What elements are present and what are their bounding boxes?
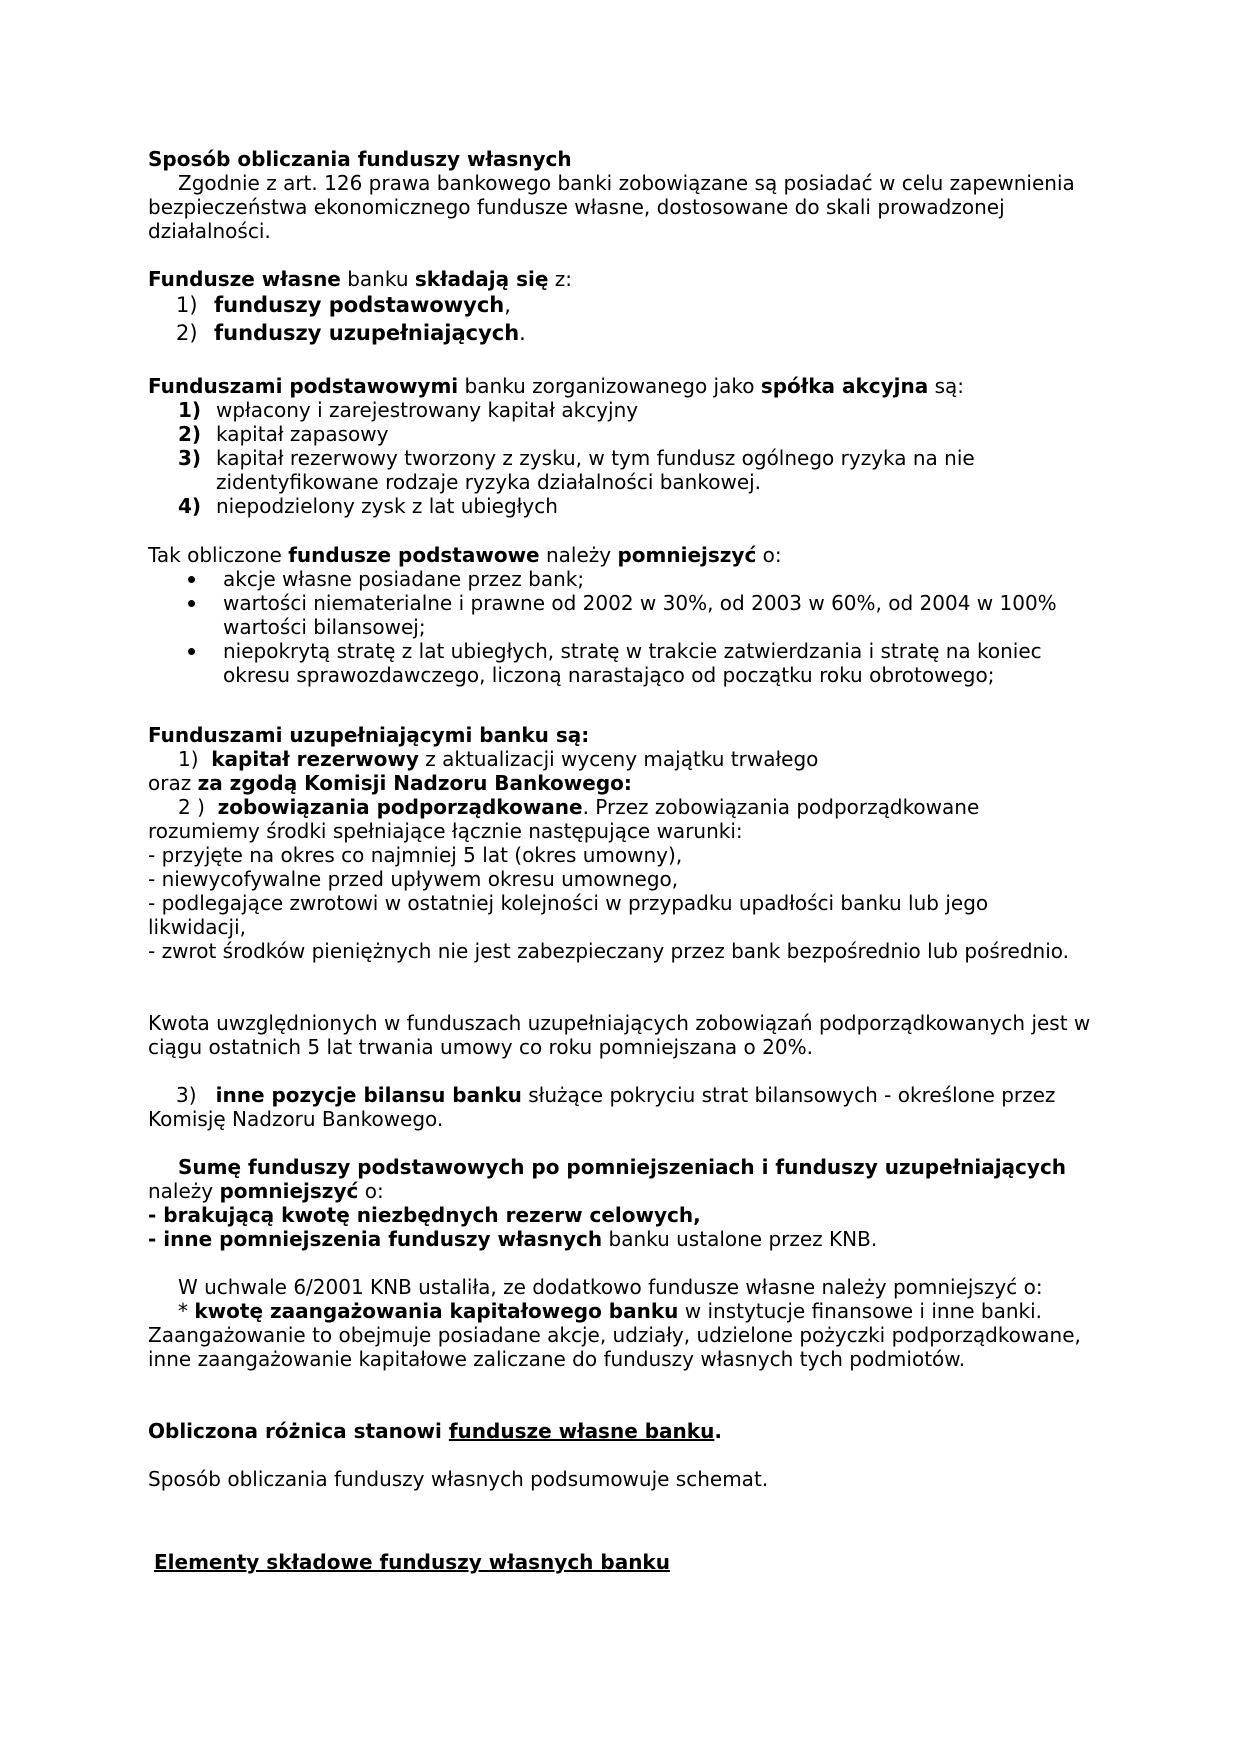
section-own-funds (148, 267, 1088, 347)
schema-heading: Elementy składowe funduszy własnych banku (154, 1550, 670, 1574)
section-sum-deductions (148, 1155, 1088, 1251)
section-supplementary-heading: Funduszami uzupełniającymi banku są: (148, 723, 590, 747)
section-deductions-lead: Tak obliczone fundusze podstawowe należy pomniejszyć o: (148, 543, 782, 567)
section-sum-lead: Sumę funduszy podstawowych po pomniejszeniach i funduszy uzupełniających należy pomniejszyć o: (148, 1155, 1067, 1203)
summary-note: Sposób obliczania funduszy własnych podsumowuje schemat. (148, 1467, 769, 1491)
list-item: 2 ) zobowiązania podporządkowane. Przez zobowiązania podporządkowane rozumiemy środki spełniające łącznie następujące warunki: (148, 795, 980, 843)
list-item: 1) wpłacony i zarejestrowany kapitał akcyjny (178, 398, 639, 422)
resolution-lead: W uchwale 6/2001 KNB ustaliła, ze dodatkowo fundusze własne należy pomniejszyć o: (178, 1275, 1043, 1299)
intro-paragraph: Zgodnie z art. 126 prawa bankowego banki zobowiązane są posiadać w celu zapewnienia bezpieczeństwa ekonomicznego fundusze własne, dostosowane do skali prowadzonej działalności. (148, 171, 1075, 243)
list-item: akcje własne posiadane przez bank; (148, 567, 1098, 591)
list-item: 3) kapitał rezerwowy tworzony z zysku, w tym fundusz ogólnego ryzyka na nie zidentyfikowane rodzaje ryzyka działalności bankowej. (178, 446, 975, 494)
list-item: niepokrytą stratę z lat ubiegłych, stratę w trakcie zatwierdzania i stratę na koniec okresu sprawozdawczego, liczoną narastająco od początku roku obrotowego; (148, 639, 1098, 687)
list-item: 2) kapitał zapasowy (178, 422, 389, 446)
section-core-funds (148, 374, 1088, 518)
deduction-line: - inne pomniejszenia funduszy własnych banku ustalone przez KNB. (148, 1227, 878, 1251)
section-knb-resolution (148, 1275, 1098, 1371)
list-item: 4) niepodzielony zysk z lat ubiegłych (178, 494, 558, 518)
list-item: 3) inne pozycje bilansu banku służące pokryciu strat bilansowych - określone przez Komisję Nadzoru Bankowego. (148, 1083, 1056, 1131)
list-item: 1) kapitał rezerwowy z aktualizacji wyceny majątku trwałego (178, 747, 819, 771)
condition-line: - niewycofywalne przed upływem okresu umownego, (148, 867, 679, 891)
condition-line: - podlegające zwrotowi w ostatniej kolejności w przypadku upadłości banku lub jego likwidacji, (148, 891, 989, 939)
bullet-icon (188, 576, 195, 583)
amortization-note: Kwota uwzględnionych w funduszach uzupełniających zobowiązań podporządkowanych jest w ciągu ostatnich 5 lat trwania umowy co roku pomniejszana o 20%. (148, 1011, 1091, 1059)
approval-line: oraz za zgodą Komisji Nadzoru Bankowego: (148, 771, 632, 795)
conclusion: Obliczona różnica stanowi fundusze własne banku. (148, 1419, 722, 1443)
list-item: wartości niematerialne i prawne od 2002 w 30%, od 2003 w 60%, od 2004 w 100% wartości bilansowej; (148, 591, 1098, 639)
section-own-funds-lead: Fundusze własne banku składają się z: (148, 267, 573, 291)
deduction-line: - brakującą kwotę niezbędnych rezerw celowych, (148, 1203, 701, 1227)
section-deductions (148, 543, 1098, 687)
list-item: 2) funduszy uzupełniających. (176, 321, 526, 345)
section-supplementary (148, 723, 1088, 963)
condition-line: - zwrot środków pieniężnych nie jest zabezpieczany przez bank bezpośrednio lub pośrednio. (148, 939, 1070, 963)
section-core-funds-lead: Funduszami podstawowymi banku zorganizowanego jako spółka akcyjna są: (148, 374, 965, 398)
condition-line: - przyjęte na okres co najmniej 5 lat (okres umowny), (148, 843, 683, 867)
list-item: 1) funduszy podstawowych, (176, 293, 511, 317)
resolution-item: * kwotę zaangażowania kapitałowego banku w instytucje finansowe i inne banki. Zaangażowanie to obejmuje posiadane akcje, udziały, udzielone pożyczki podporządkowane, inne zaangażowanie kapitałowe zaliczane do funduszy własnych tych podmiotów. (148, 1299, 1081, 1371)
bullet-icon (188, 648, 195, 655)
bullet-icon (188, 600, 195, 607)
page-title: Sposób obliczania funduszy własnych (148, 147, 572, 171)
